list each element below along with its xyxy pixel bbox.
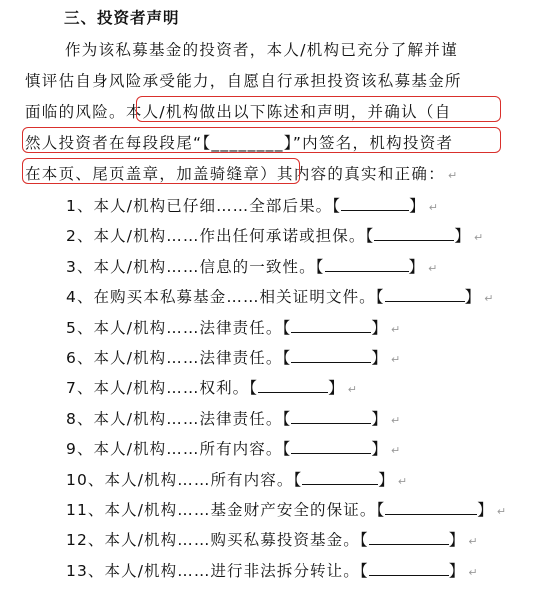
paragraph-mark-icon: ↵ (397, 474, 409, 488)
closing-bracket: 】 (371, 440, 388, 459)
signature-blank[interactable] (291, 409, 371, 424)
closing-bracket: 】 (371, 349, 388, 367)
signature-blank[interactable] (291, 439, 371, 454)
signature-blank[interactable] (325, 257, 409, 272)
closing-bracket: 】 (448, 561, 466, 580)
statement-text: 5、本人/机构……法律责任。【 (66, 318, 292, 337)
closing-bracket: 】 (409, 197, 426, 215)
closing-bracket: 】 (371, 409, 388, 428)
paragraph-line-3-highlighted: 本人/机构做出以下陈述和声明，并确认（自 (125, 103, 452, 121)
paragraph-line-4: 然人投资者在每段段尾“【________】”内签名，机构投资者 (25, 134, 454, 152)
statement-text: 11、本人/机构……基金财产安全的保证。【 (66, 501, 386, 519)
statement-text: 1、本人/机构已仔细……全部后果。【 (66, 197, 342, 215)
section-title: 三、投资者声明 (64, 9, 180, 27)
statement-text: 4、在购买本私募基金……相关证明文件。【 (66, 288, 385, 307)
statement-text: 9、本人/机构……所有内容。【 (66, 440, 292, 459)
closing-bracket: 】 (408, 257, 426, 276)
statement-item (66, 437, 401, 459)
paragraph-mark-icon: ↵ (468, 535, 479, 549)
paragraph-mark-icon: ↵ (390, 413, 402, 427)
signature-blank[interactable] (341, 196, 409, 211)
statement-item (66, 224, 484, 246)
statement-text: 8、本人/机构……法律责任。【 (66, 409, 292, 428)
closing-bracket: 】 (464, 288, 482, 307)
signature-blank[interactable] (369, 530, 449, 545)
statement-item (66, 255, 438, 277)
paragraph-line-3 (25, 100, 452, 122)
statement-item (66, 194, 439, 216)
paragraph-line-1: 作为该私募基金的投资者，本人/机构已充分了解并谨 (65, 41, 458, 59)
paragraph-mark-icon: ↵ (468, 565, 479, 579)
statement-text: 7、本人/机构……权利。【 (66, 379, 259, 398)
signature-blank[interactable] (374, 226, 454, 241)
paragraph-mark-icon: ↵ (390, 322, 402, 336)
statement-text: 13、本人/机构……进行非法拆分转让。【 (66, 561, 369, 580)
signature-blank[interactable] (291, 318, 371, 333)
paragraph-line-3-start: 面临的风险。 (25, 103, 126, 121)
closing-bracket: 】 (371, 318, 388, 337)
signature-blank[interactable] (291, 348, 371, 363)
statement-item (66, 528, 479, 550)
statement-item (66, 316, 401, 338)
closing-bracket: 】 (378, 470, 395, 489)
statement-text: 12、本人/机构……购买私募投资基金。【 (66, 531, 369, 550)
paragraph-mark-icon: ↵ (448, 169, 459, 182)
statement-text: 10、本人/机构……所有内容。【 (66, 470, 303, 489)
paragraph-mark-icon: ↵ (473, 231, 485, 245)
paragraph-mark-icon: ↵ (390, 353, 402, 366)
paragraph-mark-icon: ↵ (496, 505, 508, 518)
closing-bracket: 】 (448, 531, 466, 550)
statement-item (66, 346, 401, 368)
statement-item (66, 376, 358, 398)
paragraph-line-5 (25, 162, 459, 184)
paragraph-line-5-end: 其内容的真实和正确： (277, 165, 446, 183)
signature-blank[interactable] (369, 561, 449, 576)
signature-blank[interactable] (385, 500, 477, 515)
statement-text: 6、本人/机构……法律责任。【 (66, 349, 292, 367)
closing-bracket: 】 (454, 227, 471, 246)
statement-item (66, 559, 479, 581)
statement-item (66, 285, 495, 307)
signature-blank[interactable] (385, 287, 465, 302)
paragraph-line-2: 慎评估自身风险承受能力，自愿自行承担投资该私募基金所 (25, 72, 462, 90)
statement-text: 2、本人/机构……作出任何承诺或担保。【 (66, 227, 375, 246)
statement-item (66, 407, 401, 429)
statement-text: 3、本人/机构……信息的一致性。【 (66, 257, 325, 276)
paragraph-line-5-highlighted: 在本页、尾页盖章，加盖骑缝章） (25, 165, 278, 183)
signature-blank[interactable] (302, 470, 378, 485)
paragraph-mark-icon: ↵ (390, 444, 402, 458)
statement-item (66, 498, 507, 520)
paragraph-mark-icon: ↵ (428, 261, 439, 275)
statement-item (66, 468, 408, 490)
paragraph-mark-icon: ↵ (428, 201, 440, 214)
closing-bracket: 】 (477, 501, 494, 519)
paragraph-mark-icon: ↵ (347, 383, 359, 397)
closing-bracket: 】 (328, 379, 345, 398)
paragraph-mark-icon: ↵ (484, 292, 495, 306)
signature-blank[interactable] (258, 378, 328, 393)
